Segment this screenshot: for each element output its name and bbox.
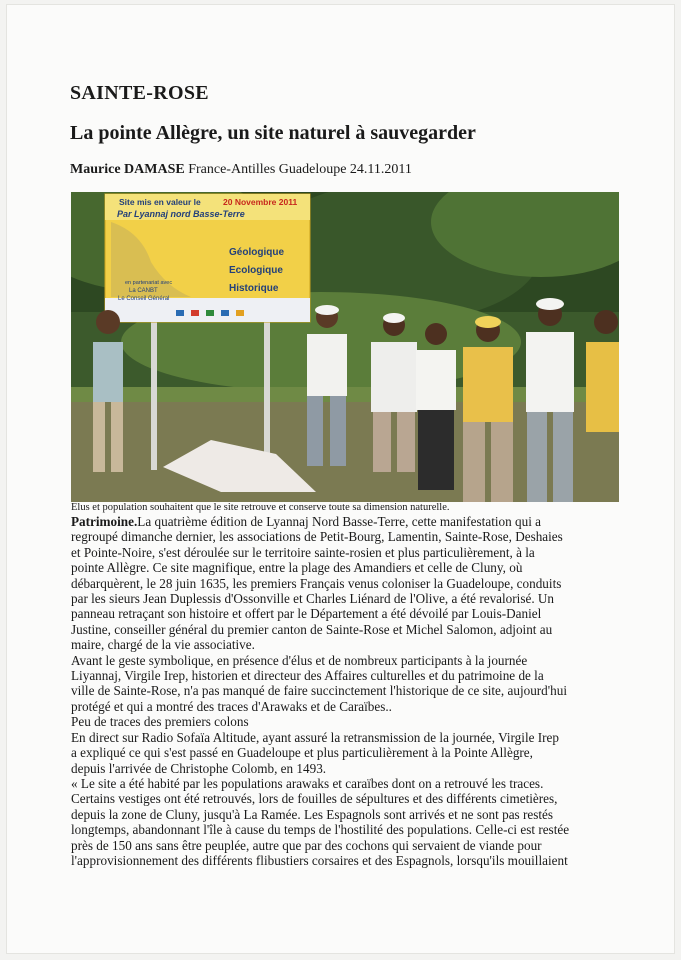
body-line: longtemps, abandonnant l'île à cause du temps de l'hostilité des populations. Celle-ci est restée — [71, 822, 570, 838]
body-line: près de 150 ans sans être peuplée, autre que par des cochons qui servaient de viande pour — [71, 837, 542, 853]
sign-date-prefix: Site mis en valeur le — [119, 197, 201, 207]
byline — [70, 162, 412, 178]
body-line: protégé et qui a montré des traces d'Arawaks et de Caraïbes.. — [71, 698, 392, 714]
body-line: depuis la zone de Cluny, jusqu'à La Ramée. Les Espagnols sont arrivés et ne sont pas restés — [71, 806, 554, 822]
body-line: panneau retraçant son histoire et offert par le Département a été dévoilé par Louis-Daniel — [71, 606, 542, 622]
article-headline: La pointe Allègre, un site naturel à sauvegarder — [70, 122, 476, 144]
body-line: Liyannaj, Virgile Irep, historien et directeur des Affaires culturelles et du patrimoine de la — [71, 668, 544, 684]
photo-caption: Elus et population souhaitent que le site retrouve et conserve toute sa dimension naturelle. — [71, 502, 450, 513]
body-line: Patrimoine.La quatrième édition de Lyannaj Nord Basse-Terre, cette manifestation qui a — [71, 514, 542, 529]
body-line: l'approvisionnement des différents flibustiers corsaires et des Espagnols, lorsqu'ils mouillaient — [71, 852, 568, 868]
body-line: maire, chargé de la vie associative. — [71, 637, 255, 653]
body-line: a expliqué ce qui s'est passé en Guadeloupe et plus particulièrement à la Pointe Allègre, — [71, 745, 533, 761]
publication-source: France-Antilles Guadeloupe 24.11.2011 — [188, 162, 412, 177]
body-line: pointe Allègre. Ce site magnifique, entre la plage des Amandiers et celle de Cluny, où — [71, 560, 523, 576]
sign-subtitle: Par Lyannaj nord Basse-Terre — [117, 209, 245, 219]
body-line: Avant le geste symbolique, en présence d'élus et de nombreux participants à la journée — [71, 652, 528, 668]
section-heading: SAINTE-ROSE — [70, 82, 209, 104]
body-line: débarquèrent, le 28 juin 1635, les premiers Français venus coloniser la Guadeloupe, conduits — [71, 575, 562, 591]
article-photo — [71, 192, 619, 502]
body-lead-word: Patrimoine. — [71, 514, 138, 529]
subheading: Peu de traces des premiers colons — [71, 714, 249, 730]
sign-item-ecologique: Ecologique — [229, 265, 283, 276]
sign-date: 20 Novembre 2011 — [223, 197, 298, 207]
sign-partnership: en partenariat avec — [125, 280, 173, 286]
photo-illustration — [71, 192, 619, 502]
sign-item-historique: Historique — [229, 283, 279, 294]
body-line: depuis l'arrivée de Christophe Colomb, en 1493. — [71, 760, 327, 776]
body-line: ville de Sainte-Rose, n'a pas manqué de faire succinctement l'historique de ce site, aujourd'hui — [71, 683, 568, 699]
sign-partner-canbt: La CANBT — [129, 288, 158, 294]
body-line: Justine, conseiller général du premier canton de Sainte-Rose et Michel Salomon, adjoint au — [71, 621, 553, 637]
body-line: et Pointe-Noire, s'est déroulée sur le territoire sainte-rosien et plus particulièrement, à la — [71, 544, 535, 560]
body-line: « Le site a été habité par les populations arawaks et caraïbes dont on a retrouvé les traces. — [71, 775, 544, 791]
body-line: En direct sur Radio Sofaïa Altitude, ayant assuré la retransmission de la journée, Virgile Irep — [71, 729, 559, 745]
sign-item-geologique: Géologique — [229, 247, 284, 258]
author-name: Maurice DAMASE — [70, 162, 185, 177]
body-line: par les sieurs Jean Duplessis d'Ossonville et Charles Liénard de l'Olive, a été revalorisé. Un — [71, 591, 555, 607]
article-body — [71, 514, 619, 868]
body-line: Certains vestiges ont été retrouvés, lors de fouilles de sépultures et des différents cimetières, — [71, 791, 558, 807]
sign-partner-conseil: Le Conseil Général — [118, 296, 170, 302]
body-line: regroupé dimanche dernier, les associations de Petit-Bourg, Lamentin, Sainte-Rose, Deshaies — [71, 529, 563, 545]
